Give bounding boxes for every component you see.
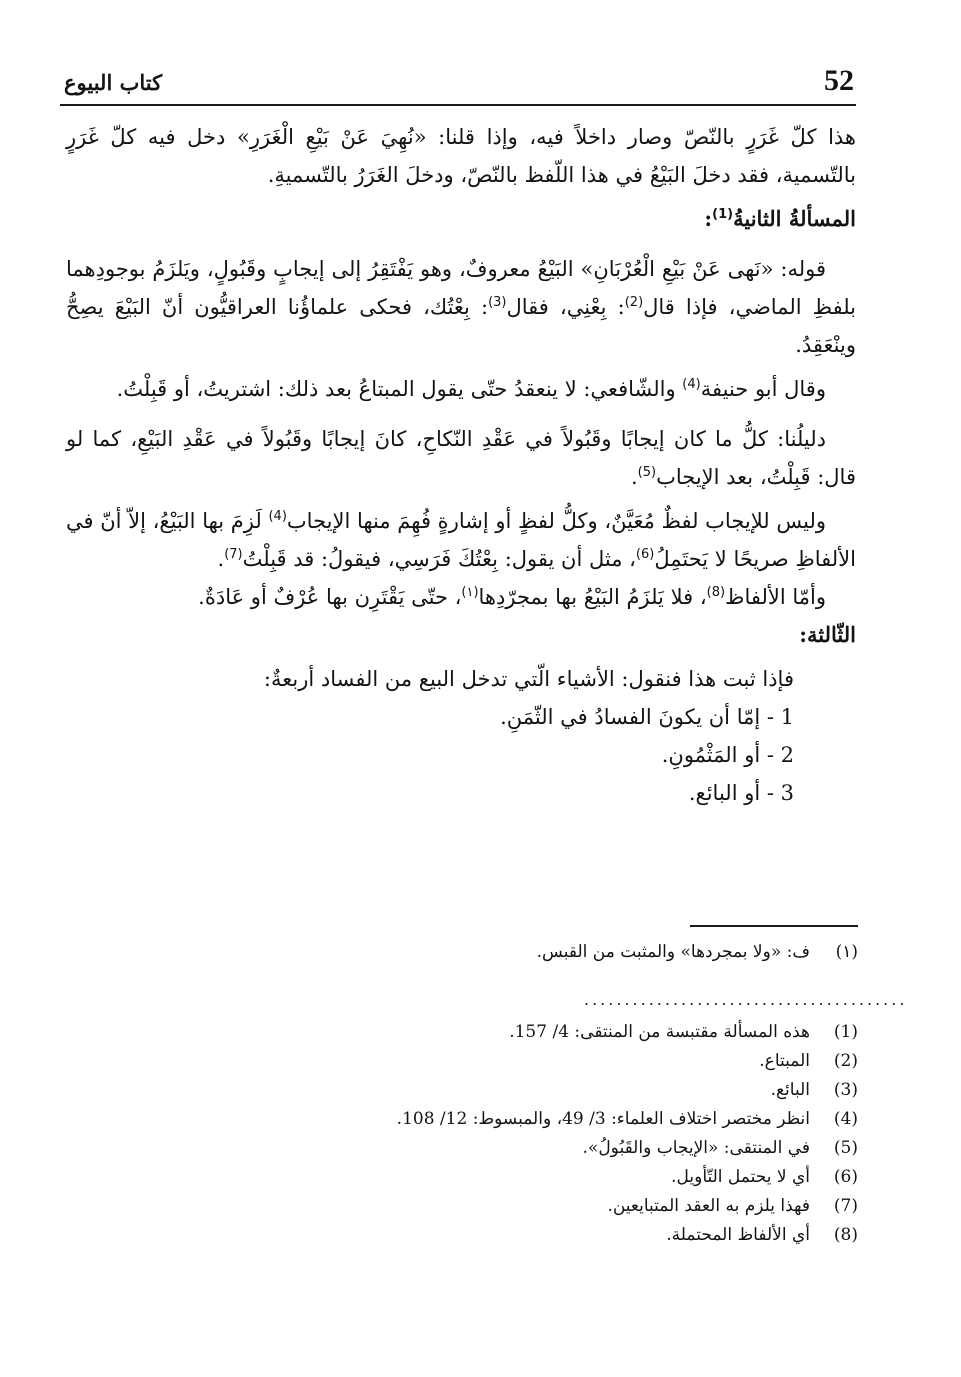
footnote-text: أي لا يحتمل التّأويل. <box>671 1167 810 1187</box>
footnote-number: (2) <box>833 1051 858 1071</box>
main-text <box>66 118 856 812</box>
section-heading-second <box>66 200 856 238</box>
text-run: دليلُنا: كلُّ ما كان إيجابًا وقَبُولاً في عَقْدِ النّكاحِ، كانَ إيجابًا وقَبُولاً في عَقْدِ البَيْعِ، كما لو قال: قَبِلْتُ، بعد الإيجاب <box>66 427 856 489</box>
heading-text: المسألةُ الثانيةُ <box>733 206 856 231</box>
text-run: : بِعْنِي، فقال <box>506 295 625 319</box>
paragraph: هذا كلّ غَرَرٍ بالنّصّ وصار داخلاً فيه، وإذا قلنا: «نُهِيَ عَنْ بَيْعِ الْغَرَرِ» دخل فيه كلّ غَرَرٍ بالتّسمية، فقد دخلَ البَيْعُ في هذا اللّفظ بالنّصّ، ودخلَ الغَرَرُ بالتّسميةِ. <box>66 125 856 187</box>
footnote-number: (8) <box>833 1225 858 1245</box>
footnote-number: (3) <box>833 1080 858 1100</box>
page-number: 52 <box>824 64 854 97</box>
footnote-separator: ........................................ <box>584 990 908 1009</box>
list-item: 2 - أو المَثْمُونِ. <box>661 743 794 767</box>
footnote-item <box>200 1047 858 1076</box>
footnote-item <box>200 938 858 967</box>
footnote-text: انظر مختصر اختلاف العلماء: 3/ 49، والمبسوط: 12/ 108. <box>396 1109 810 1129</box>
footnote-item <box>200 1105 858 1134</box>
page-header <box>64 64 854 106</box>
text-run: وقال أبو حنيفة <box>700 377 826 401</box>
text-run: . <box>217 547 225 571</box>
text-run: ، مثل أن يقول: بِعْتُكَ فَرَسِي، فيقولُ: قد قَبِلْتُ <box>242 547 636 571</box>
footnote-ref: (5) <box>637 465 657 480</box>
footnote-number: (6) <box>833 1167 858 1187</box>
list-item: 3 - أو البائع. <box>688 781 794 805</box>
footnote-number: (4) <box>833 1109 858 1129</box>
text-run: لَزِمَ بها البَيْعُ، إلاّ أنّ في الألفاظِ صريحًا لا يَحتَمِلُ <box>66 509 856 571</box>
footnote-ref: (1) <box>712 207 734 222</box>
section-heading-third: الثّالثة: <box>799 622 856 647</box>
text-run: ، فلا يَلزَمُ البَيْعُ بها بمجرّدِها <box>478 585 707 609</box>
footnote-item <box>200 1192 858 1221</box>
footnote-ref: (2) <box>624 295 644 310</box>
editor-footnote <box>200 938 858 967</box>
footnote-item <box>200 1163 858 1192</box>
footnote-text: ف: «ولا بمجردها» والمثبت من القبس. <box>536 942 810 962</box>
footnote-ref: (7) <box>224 547 243 562</box>
footnote-text: البائع. <box>770 1080 810 1100</box>
footnote-item <box>200 1076 858 1105</box>
footnotes <box>200 1018 858 1250</box>
footnote-ref: (3) <box>488 295 507 310</box>
footnote-text: في المنتقى: «الإيجاب والقَبُولُ». <box>582 1138 810 1158</box>
list-item: 1 - إمّا أن يكونَ الفسادُ في الثّمَنِ. <box>500 705 794 729</box>
paragraph <box>66 578 856 616</box>
text-run: ، حتّى يَقْتَرِن بها عُرْفٌ أو عَادَةٌ. <box>198 585 462 609</box>
header-rule <box>60 104 856 106</box>
footnote-text: هذه المسألة مقتبسة من المنتقى: 4/ 157. <box>509 1022 810 1042</box>
text-run: قوله: «نَهى عَنْ بَيْعِ الْعُرْبَانِ» البَيْعُ معروفٌ، وهو يَفْتَقِرُ إلى إيجابٍ وقَبُولٍ، ويَلزَمُ بوجودِهما بلفظِ الماضي، فإذا قال <box>66 257 856 319</box>
paragraph: فإذا ثبت هذا فنقول: الأشياء الّتي تدخل البيع من الفساد أربعةٌ: <box>263 667 794 691</box>
footnote-item <box>200 1134 858 1163</box>
heading-colon: : <box>704 206 713 231</box>
footnote-ref: (4) <box>682 377 701 392</box>
paragraph <box>66 250 856 364</box>
footnote-text: أي الألفاظ المحتملة. <box>666 1225 810 1245</box>
footnote-ref: (8) <box>706 585 726 600</box>
footnote-item <box>200 1221 858 1250</box>
footnote-ref: (١) <box>461 585 479 600</box>
footnote-ref: (6) <box>635 547 655 562</box>
footnote-number: (5) <box>833 1138 858 1158</box>
text-run: والشّافعي: لا ينعقدُ حتّى يقول المبتاعُ بعد ذلك: اشتريتُ، أو قَبِلْتُ. <box>116 377 683 401</box>
paragraph <box>66 502 856 578</box>
footnote-rule <box>690 925 858 927</box>
footnote-number: (١) <box>835 942 858 962</box>
text-run: وليس للإيجاب لفظٌ مُعَيَّنٌ، وكلُّ لفظٍ أو إشارةٍ فُهِمَ منها الإيجاب <box>286 509 826 533</box>
footnote-text: المبتاع. <box>759 1051 810 1071</box>
text-run: . <box>630 465 638 489</box>
text-run: وأمّا الألفاظ <box>725 585 826 609</box>
paragraph <box>66 420 856 496</box>
running-title: كتاب البيوع <box>64 70 163 95</box>
paragraph <box>66 370 856 408</box>
footnote-number: (1) <box>833 1022 858 1042</box>
text-run: : بِعْتُك، فحكى علماؤُنا العراقيُّون أنّ البَيْعَ يصِحُّ وينْعَقِدُ. <box>66 295 856 357</box>
footnote-text: فهذا يلزم به العقد المتبايعين. <box>607 1196 810 1216</box>
footnote-ref: (4) <box>268 509 287 524</box>
footnote-number: (7) <box>833 1196 858 1216</box>
footnote-item <box>200 1018 858 1047</box>
